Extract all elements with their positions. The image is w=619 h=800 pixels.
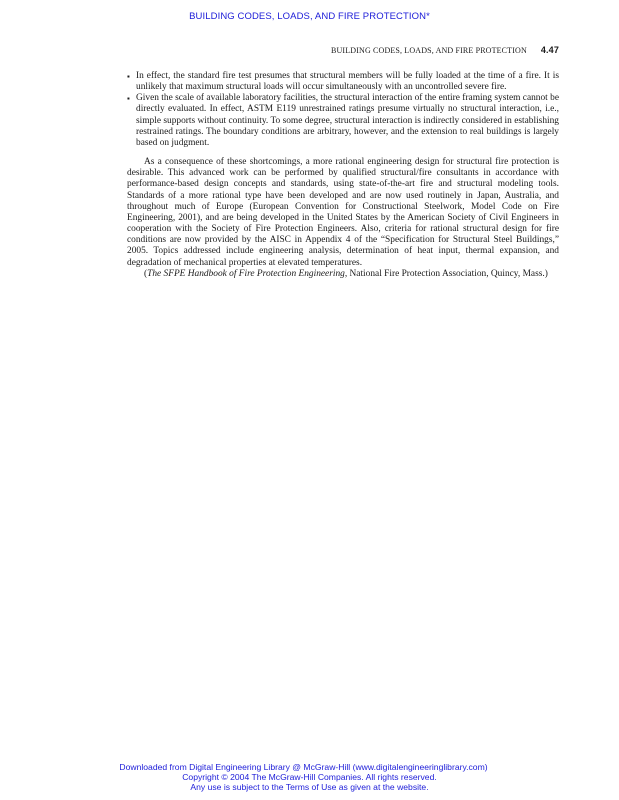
bullet-text: Given the scale of available laboratory facilities, the structural interaction of the entire framing system cannot be directly evaluated. In effect, ASTM E119 unrestrained ratings presume virtually no structural interaction, i.e., simple supports without continuity. To some degree, structural interaction is indirectly considered in establishing restrained ratings. The boundary conditions are arbitrary, however, and the extension to real buildings is largely based on judgment. (136, 93, 559, 148)
document-banner-title[interactable]: BUILDING CODES, LOADS, AND FIRE PROTECTION* (189, 11, 430, 22)
citation (127, 269, 559, 280)
body-paragraph: As a consequence of these shortcomings, a more rational engineering design for structural fire protection is desirable. This advanced work can be performed by qualified structural/fire consultants in accordance with performance-based design concepts and standards, using state-of-the-art fire and structural modeling tools. Standards of a more rational type have been developed and are now used routinely in Japan, Australia, and throughout much of Europe (European Convention for Constructional Steelwork, Model Code on Fire Engineering, 2001), and are being developed in the United States by the American Society of Civil Engineers in cooperation with the Society of Fire Protection Engineers. Also, criteria for rational structural design for fire conditions are now provided by the AISC in Appendix 4 of the “Specification for Structural Steel Buildings,” 2005. Topics addressed include engineering analysis, determination of heat input, thermal expansion, and degradation of mechanical properties at elevated temperatures. (127, 157, 559, 268)
footer-copyright-link[interactable]: Copyright © 2004 The McGraw-Hill Companies. All rights reserved. (182, 772, 437, 782)
running-head-title: BUILDING CODES, LOADS, AND FIRE PROTECTION (331, 46, 527, 55)
citation-open: ( (144, 268, 148, 279)
citation-rest: , National Fire Protection Association, Quincy, Mass.) (344, 268, 548, 279)
bullet-list (127, 71, 559, 149)
bullet-text: In effect, the standard fire test presumes that structural members will be fully loaded at the time of a fire. It is unlikely that maximum structural loads will occur simultaneously with an uncontrolled severe fire. (136, 71, 559, 93)
download-footer (0, 762, 619, 792)
bullet-item (127, 71, 559, 93)
citation-title: The SFPE Handbook of Fire Protection Engineering (147, 268, 345, 279)
footer-download-link[interactable]: Downloaded from Digital Engineering Library @ McGraw-Hill (www.digitalengineeringlibrary.com) (119, 762, 488, 772)
page-number: 4.47 (540, 45, 559, 55)
bullet-item (127, 93, 559, 149)
bullet-marker-icon: ▪ (127, 72, 130, 81)
footer-terms-link[interactable]: Any use is subject to the Terms of Use as given at the website. (190, 782, 429, 792)
running-head (118, 45, 559, 55)
page-body (127, 71, 559, 280)
bullet-marker-icon: ▪ (127, 94, 130, 104)
